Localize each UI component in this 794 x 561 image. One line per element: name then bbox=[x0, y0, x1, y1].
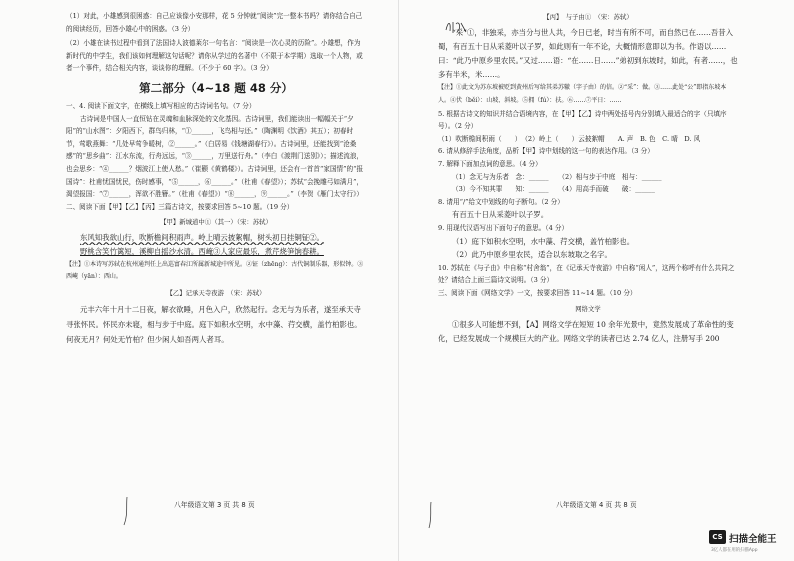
handwriting-mark bbox=[444, 18, 468, 36]
q9-item1: （1）庭下如积水空明，水中藻、荇交横，盖竹柏影也。 bbox=[452, 236, 635, 246]
q5-options: （1）吹断檐间积雨（ ） （2）岭上（ ）云披絮帽 A. 声 B. 色 C. 晴 D. 风 bbox=[438, 134, 701, 143]
bing-title: 【丙】 与子由① （宋：苏轼） bbox=[543, 13, 633, 21]
q9-item2: （2）此乃中原乡里农民，适合以东坡取之名字。 bbox=[452, 250, 612, 260]
q7-item-row1: （1）念无与为乐者 念：______ （2）相与步于中庭 相与：______ bbox=[452, 172, 662, 181]
left-page-footer: 八年级语文第 3 页 共 8 页 bbox=[174, 501, 255, 509]
section-title-part2: 第二部分（4~18 题 48 分） bbox=[139, 80, 293, 95]
yi-title: 【乙】记承天寺夜游 （宋：苏轼） bbox=[166, 289, 266, 298]
q8-sentence: 有百五十日从采菱叶以子罗。 bbox=[452, 210, 549, 220]
jia-poem-line2: 野桃含笑竹篱短，溪柳自摇沙水清。西崦③人家应最乐，煮芹烧笋饷春耕。 bbox=[80, 246, 324, 256]
q3-1-text: （1）对此，小雄感到很困惑：自己应该像小安那样，花 5 分钟就“阅读”完一整本书吗？请你结合自己的阅读经历，回答小雄心中的困惑。（3 分） bbox=[66, 12, 363, 33]
q8-text: 8. 请用“/”给文中划线的句子断句。（2 分） bbox=[438, 197, 564, 206]
pen-stroke-mark bbox=[426, 500, 436, 530]
page-fold-divider bbox=[398, 0, 399, 561]
q4-body: 古诗词是中国人一直恒钻在灵魂和血脉深处的文化基因。古诗词里，我们能读出一幅幅关于“夕阳”的“山水图”：夕阳西下，群鸟归林，“①______，飞鸟相与还。”（陶渊明《饮酒》其五）；初春时节，莺歌燕舞：“几处早莺争暖树，②______。”（白居易《钱塘湖春行》）。古诗词里，还能找到“沧桑感”的“思乡曲”：江水东流，行舟远远，“③______，万里送行舟。”（李白《渡荆门送别》）；描述流浪，也会思乡：“④______？烟波江上使人愁。”（崔颢《黄鹤楼》）。古诗词里，还会有一首首“家国情”的“报国诗”：杜甫忧国忧民，伤时感事，“⑤______，⑥______。”（杜甫《春望》）；苏轼“会挽雕弓如满月”，渴望报国：“⑦______，浑欲不胜簪。”（杜甫《春望》）“⑧______，⑨______。”（李贺《雁门太守行》） bbox=[66, 114, 364, 199]
jia-note: 【注】①本诗写苏轼在杭州通判任上出巡富春江所属新城途中所见。②钲（zhēng）：古代铜制乐器，形似钟。③西崦（yān）：西山。 bbox=[66, 260, 364, 281]
yi-text: 元丰六年十月十二日夜，解衣欲睡，月色入户，欣然起行。念无与为乐者，遂至承天寺寻张怀民。怀民亦未寝，相与步于中庭。庭下如积水空明，水中藻、荇交横，盖竹柏影也。何夜无月？何处无竹柏？但少闲人如吾两人者耳。 bbox=[66, 305, 362, 345]
q4-title: 一、4. 阅读下面文字，在横线上填写相应的古诗词名句。（7 分） bbox=[66, 101, 256, 110]
scanner-brand-name: 扫描全能王 bbox=[729, 534, 777, 545]
scanner-logo-icon: CS bbox=[709, 530, 726, 544]
scanner-tagline: 3亿人都在用的扫描App bbox=[711, 548, 758, 553]
part2-title: 二、阅读下面【甲】【乙】【丙】三篇古诗文，按要求回答 5~10 题。（19 分） bbox=[66, 202, 294, 211]
q5-text: 5. 根据古诗文的知识并结合语境内容，在【甲】【乙】诗中两处括号内分别填入最适合的字（只填序号）。（2 分） bbox=[438, 109, 727, 131]
q7-item-row2: （3）今不知其罪 知：______ （4）用高手而破 破：______ bbox=[452, 185, 655, 194]
q7-text: 7. 解释下面加点词的意思。（4 分） bbox=[438, 159, 542, 168]
article-title: 网络文学 bbox=[575, 304, 601, 313]
scanner-watermark bbox=[709, 528, 794, 558]
pen-stroke-mark bbox=[120, 495, 134, 527]
bing-text: “采”①，非独采，亦当分与世人共，今日已老，时当有所不可，而自然已在……吾昔入蜀，有百五十日从采菱叶以子罗，如此则有一年不论，大概情形意即以为书。作语以……曰：“此乃中原乡里农民。”又过……语：“在……日……”弟初到东坡时，如此，有者……，也多有半米，米……。 bbox=[438, 28, 738, 79]
left-page bbox=[66, 10, 366, 347]
jia-poem-line1: 东风知我欲山行，吹断檐间积雨声。岭上晴云披絮帽，树头初日挂铜钲②。 bbox=[80, 233, 324, 243]
q10-text: 10. 苏轼在《与子由》中自称“村舍翁”，在《记承天寺夜游》中自称“闲人”，这两个称呼有什么共同之处？请结合上面三篇诗文说明。（3 分） bbox=[438, 263, 735, 285]
part3-title: 三、阅读下面《网络文学》一文，按要求回答 11~14 题。（10 分） bbox=[438, 288, 637, 297]
q6-text: 6. 请从修辞手法角度，品析【甲】诗中划线的这一句的表达作用。（3 分） bbox=[438, 147, 654, 156]
q3-2-text: （2）小雄在读书过程中看到了法国诗人波德莱尔一句名言：“阅读是一次心灵的历险”。小雄想，作为新时代的中学生，我们该如何理解这句话呢？请你从学过的名著中（不限于本学期）选取一个人物，或者一个事件，结合相关内容，谈谈你的理解。（不少于 60 字）。（3 分） bbox=[66, 39, 363, 73]
q9-text: 9. 用现代汉语写出下面句子的意思。（4 分） bbox=[438, 223, 569, 232]
right-page-footer: 八年级语文第 4 页 共 8 页 bbox=[556, 501, 637, 509]
bing-note: 【注】①此文为苏东坡被贬到黄州后写给其弟苏辙（字子由）的信。②“采”：做。③……此处“公”即指东坡本人。④伏（běi）：山坡、斜坡。⑤拥（fú）：扶。⑥……⑦平日：…… bbox=[438, 84, 727, 104]
jia-title: 【甲】新城道中①（其一）（宋：苏轼） bbox=[160, 218, 272, 227]
article-body: ①很多人可能想不到，【A】网络文学在短短 10 余年光景中，竟然发展成了革命性的变化，已经发展成一个规模巨大的产业。网络文学的读者已达 2.74 亿人，注册写手 200 bbox=[438, 319, 734, 343]
right-page bbox=[438, 10, 738, 346]
